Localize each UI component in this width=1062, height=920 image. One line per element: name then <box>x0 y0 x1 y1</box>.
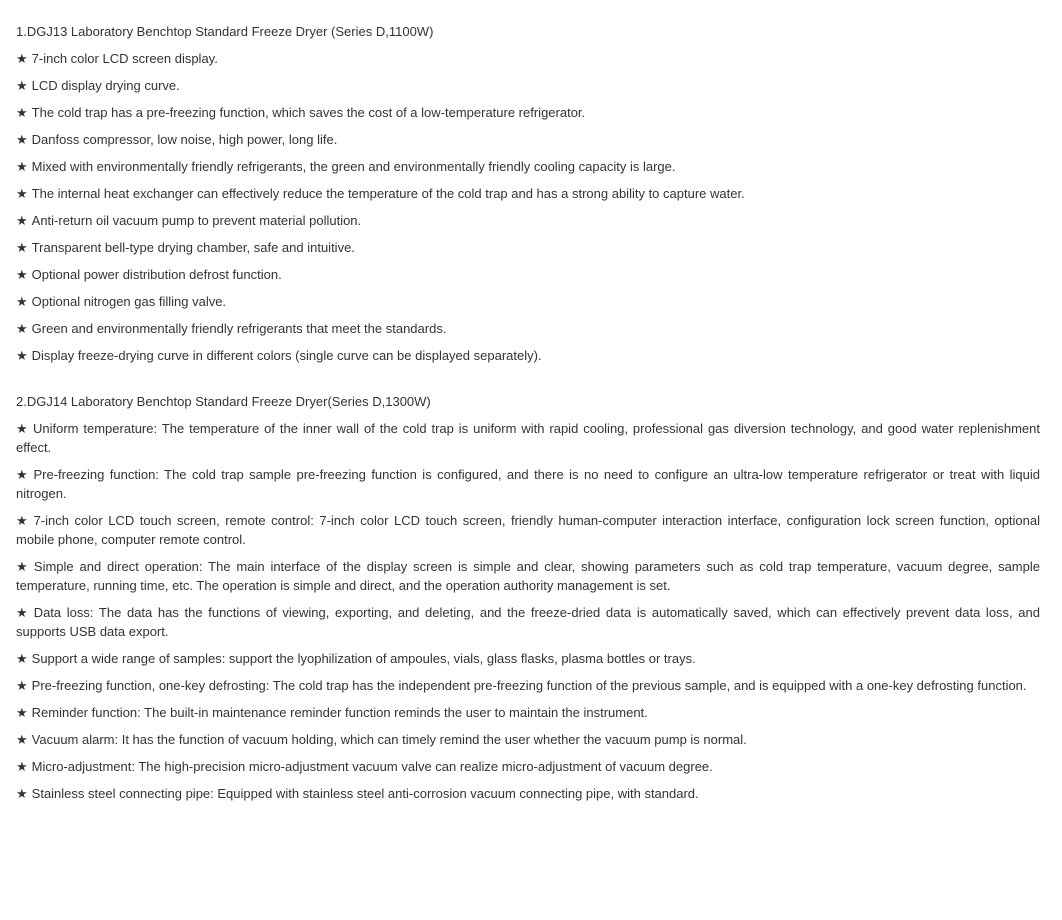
feature-text: Reminder function: The built-in maintenance reminder function reminds the user to maintain the instrument. <box>31 705 648 720</box>
star-icon: ★ <box>16 348 28 363</box>
star-icon: ★ <box>16 105 28 120</box>
star-icon: ★ <box>16 159 28 174</box>
feature-text: 7-inch color LCD touch screen, remote control: 7-inch color LCD touch screen, friendly human-computer interaction interface, configuration lock screen function, optional mobile phone, computer remote control. <box>16 513 1041 547</box>
list-item <box>16 238 1040 257</box>
star-icon: ★ <box>16 651 28 666</box>
star-icon: ★ <box>16 321 28 336</box>
star-icon: ★ <box>16 186 28 201</box>
star-icon: ★ <box>16 559 30 574</box>
feature-text: Display freeze-drying curve in different colors (single curve can be displayed separately). <box>31 348 542 363</box>
feature-text: Stainless steel connecting pipe: Equipped with stainless steel anti-corrosion vacuum connecting pipe, with standard. <box>31 786 699 801</box>
feature-text: Simple and direct operation: The main interface of the display screen is simple and clear, showing parameters such as cold trap temperature, vacuum degree, sample temperature, running time, etc. The operation is simple and direct, and the operation authority management is set. <box>16 559 1040 593</box>
star-icon: ★ <box>16 267 28 282</box>
list-item <box>16 419 1040 457</box>
star-icon: ★ <box>16 467 30 482</box>
star-icon: ★ <box>16 732 28 747</box>
feature-text: Data loss: The data has the functions of viewing, exporting, and deleting, and the freeze-dried data is automatically saved, which can effectively prevent data loss, and supports USB data export. <box>16 605 1040 639</box>
section-title: 2.DGJ14 Laboratory Benchtop Standard Freeze Dryer(Series D,1300W) <box>16 394 431 409</box>
list-item <box>16 346 1040 365</box>
feature-text: Pre-freezing function: The cold trap sample pre-freezing function is configured, and there is no need to configure an ultra-low temperature refrigerator or treat with liquid nitrogen. <box>16 467 1040 501</box>
star-icon: ★ <box>16 78 28 93</box>
list-item <box>16 157 1040 176</box>
list-item <box>16 676 1040 695</box>
star-icon: ★ <box>16 421 29 436</box>
list-item <box>16 103 1040 122</box>
list-item <box>16 465 1040 503</box>
feature-text: Transparent bell-type drying chamber, safe and intuitive. <box>31 240 355 255</box>
feature-list <box>16 419 1040 803</box>
star-icon: ★ <box>16 294 28 309</box>
feature-text: 7-inch color LCD screen display. <box>31 51 218 66</box>
product-description <box>16 22 1040 803</box>
feature-text: Green and environmentally friendly refrigerants that meet the standards. <box>31 321 447 336</box>
star-icon: ★ <box>16 786 28 801</box>
section-title: 1.DGJ13 Laboratory Benchtop Standard Freeze Dryer (Series D,1100W) <box>16 24 434 39</box>
star-icon: ★ <box>16 678 28 693</box>
list-item <box>16 49 1040 68</box>
feature-text: The internal heat exchanger can effectively reduce the temperature of the cold trap and has a strong ability to capture water. <box>31 186 745 201</box>
feature-text: Anti-return oil vacuum pump to prevent material pollution. <box>31 213 362 228</box>
list-item <box>16 649 1040 668</box>
star-icon: ★ <box>16 705 28 720</box>
list-item <box>16 76 1040 95</box>
list-item <box>16 557 1040 595</box>
section-dgj14 <box>16 392 1040 803</box>
feature-text: Pre-freezing function, one-key defrosting: The cold trap has the independent pre-freezing function of the previous sample, and is equipped with a one-key defrosting function. <box>31 678 1027 693</box>
list-item <box>16 292 1040 311</box>
list-item <box>16 730 1040 749</box>
feature-list <box>16 49 1040 365</box>
list-item <box>16 511 1040 549</box>
star-icon: ★ <box>16 605 30 620</box>
star-icon: ★ <box>16 132 28 147</box>
list-item <box>16 703 1040 722</box>
feature-text: Danfoss compressor, low noise, high power, long life. <box>31 132 338 147</box>
feature-text: Support a wide range of samples: support the lyophilization of ampoules, vials, glass flasks, plasma bottles or trays. <box>31 651 696 666</box>
star-icon: ★ <box>16 759 28 774</box>
star-icon: ★ <box>16 213 28 228</box>
feature-text: Uniform temperature: The temperature of the inner wall of the cold trap is uniform with rapid cooling, professional gas diversion technology, and good water replenishment effect. <box>16 421 1041 455</box>
star-icon: ★ <box>16 513 30 528</box>
list-item <box>16 784 1040 803</box>
list-item <box>16 184 1040 203</box>
list-item <box>16 319 1040 338</box>
feature-text: LCD display drying curve. <box>31 78 180 93</box>
list-item <box>16 757 1040 776</box>
list-item <box>16 603 1040 641</box>
feature-text: The cold trap has a pre-freezing function, which saves the cost of a low-temperature refrigerator. <box>31 105 586 120</box>
star-icon: ★ <box>16 51 28 66</box>
feature-text: Optional power distribution defrost function. <box>31 267 282 282</box>
section-dgj13 <box>16 22 1040 365</box>
feature-text: Vacuum alarm: It has the function of vacuum holding, which can timely remind the user whether the vacuum pump is normal. <box>31 732 747 747</box>
list-item <box>16 130 1040 149</box>
list-item <box>16 265 1040 284</box>
star-icon: ★ <box>16 240 28 255</box>
feature-text: Optional nitrogen gas filling valve. <box>31 294 227 309</box>
list-item <box>16 211 1040 230</box>
feature-text: Micro-adjustment: The high-precision micro-adjustment vacuum valve can realize micro-adjustment of vacuum degree. <box>31 759 713 774</box>
feature-text: Mixed with environmentally friendly refrigerants, the green and environmentally friendly cooling capacity is large. <box>31 159 676 174</box>
